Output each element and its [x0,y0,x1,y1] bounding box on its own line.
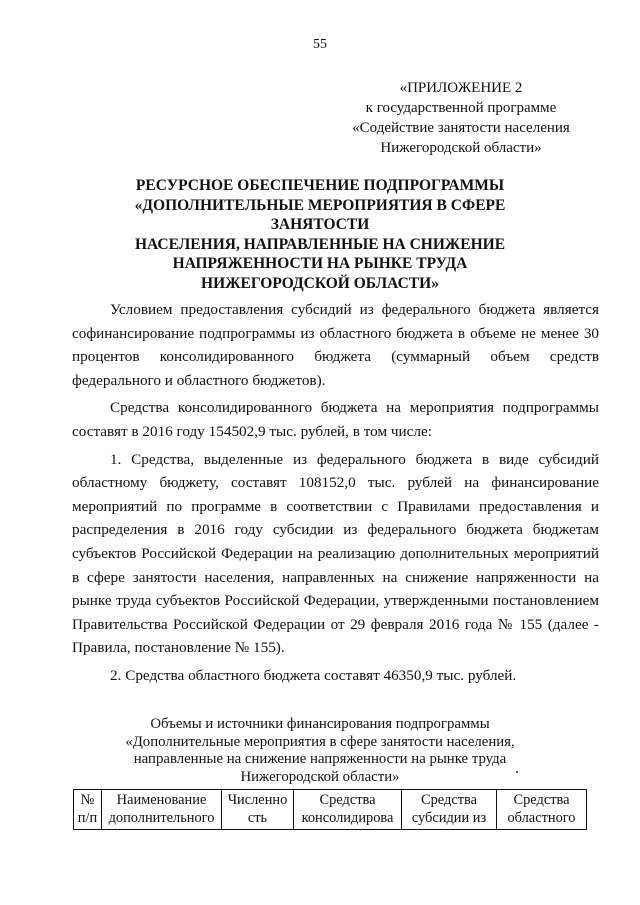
paragraph: Условием предоставления субсидий из федерального бюджета является софинансирование подпрограммы из областного бюджета в объеме не менее 30 процентов консолидированного бюджета (суммарный объем средств федерального и областного бюджетов). [72,301,599,389]
appendix-line: «ПРИЛОЖЕНИЕ 2 [399,80,523,96]
title-line: НАПРЯЖЕННОСТИ НА РЫНКЕ ТРУДА [172,255,468,272]
header-subsidy-funds [402,790,497,830]
header-consolidated-funds [294,790,402,830]
paragraph: Средства консолидированного бюджета на мероприятия подпрограммы составят в 2016 году 154502,9 тыс. рублей, в том числе: [72,399,599,440]
header-line: Средства [513,792,570,808]
table-header-row [74,790,587,830]
header-line: областного [507,810,576,826]
header-line: Наименование [116,792,207,808]
paragraph: 1. Средства, выделенные из федерального бюджета в виде субсидий областному бюджету, составят 108152,0 тыс. рублей на финансирование мероприятий по программе в соответствии с Правилами предоставления и распределения в 2016 году субсидии из федерального бюджета бюджетам субъектов Российской Федерации на реализацию дополнительных мероприятий в сфере занятости населения, направленных на снижение напряженности на рынке труда субъектов Российской Федерации, утвержденными постановлением Правительства Российской Федерации от 29 февраля 2016 года № 155 (далее - Правила, постановление № 155). [72,450,599,657]
paragraph: 2. Средства областного бюджета составят 46350,9 тыс. рублей. [110,666,517,684]
header-line: сть [247,810,268,826]
caption-line: «Дополнительные мероприятия в сфере занятости населения, [125,733,515,750]
document-title [100,176,540,293]
header-number [74,790,102,830]
appendix-header [336,78,586,158]
header-activity-name [102,790,222,830]
header-line: Численно [227,792,288,808]
appendix-line: к государственной программе [365,100,557,116]
title-line: НАСЕЛЕНИЯ, НАПРАВЛЕННЫЕ НА СНИЖЕНИЕ [134,235,506,253]
header-line: консолидирова [301,810,394,826]
caption-line: направленные на снижение напряженности на рынке труда [133,751,507,768]
title-line: НИЖЕГОРОДСКОЙ ОБЛАСТИ» [201,274,439,292]
title-line: РЕСУРСНОЕ ОБЕСПЕЧЕНИЕ ПОДПРОГРАММЫ [135,177,505,194]
header-line: № [80,792,95,808]
header-regional-funds [497,790,587,830]
header-line: Средства [319,792,376,808]
body-text [72,298,599,688]
speck-mark [516,771,518,773]
table-caption [120,716,520,786]
header-headcount [222,790,294,830]
page-number: 55 [313,37,327,52]
header-line: субсидии из [411,810,487,826]
header-line: Средства [421,792,477,808]
title-line: «ДОПОЛНИТЕЛЬНЫЕ МЕРОПРИЯТИЯ В СФЕРЕ ЗАНЯТОСТИ [134,196,506,233]
appendix-line: «Содействие занятости населения [352,120,570,136]
caption-line: Объемы и источники финансирования подпрограммы [150,716,490,732]
appendix-line: Нижегородской области» [380,140,542,156]
header-line: дополнительного [108,810,215,826]
financing-table [73,789,587,830]
caption-line: Нижегородской области» [240,768,400,785]
header-line: п/п [77,810,98,826]
